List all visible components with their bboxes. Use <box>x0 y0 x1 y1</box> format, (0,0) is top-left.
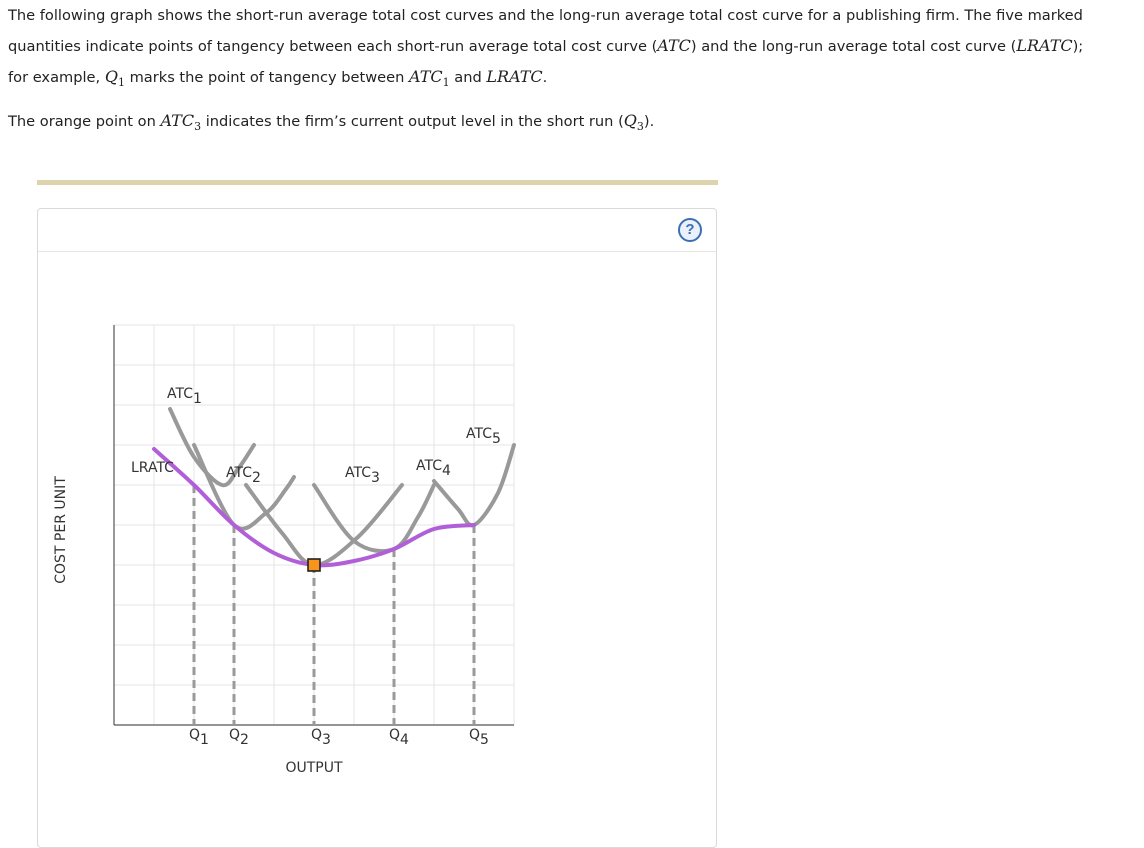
current-output-point <box>308 559 320 571</box>
x-axis-title: OUTPUT <box>285 760 343 776</box>
atc3-label: ATC3 <box>345 465 380 486</box>
x-tick-label-q4: Q4 <box>389 727 409 748</box>
atc4-label: ATC4 <box>416 458 451 479</box>
help-icon[interactable]: ? <box>678 218 702 242</box>
x-tick-label-q1: Q1 <box>189 727 209 748</box>
y-axis-title: COST PER UNIT <box>53 476 69 584</box>
current-output-paragraph: The orange point on $ATC_3$ indicates the firm’s current output level in the short run $(Q_3)$. <box>8 111 655 134</box>
atc2-label: ATC2 <box>226 465 261 486</box>
lratc-label: LRATC <box>131 460 174 476</box>
atc1-label: ATC1 <box>167 386 202 407</box>
x-tick-label-q5: Q5 <box>469 727 489 748</box>
x-tick-label-q3: Q3 <box>311 727 331 748</box>
atc-symbol: ATC <box>657 36 691 55</box>
x-tick-label-q2: Q2 <box>229 727 249 748</box>
atc5-label: ATC5 <box>466 426 501 447</box>
intro-paragraph: The following graph shows the short-run average total cost curves and the long-run average total cost curve for a publishing firm. The five marked quantities indicate points of tangency between each short-run average total cost curve (ATC) and the long-run average total cost curve (LRATC); for example, $Q_1$ marks the point of tangency between $ATC_1$ and LRATC. <box>8 7 1084 90</box>
lratc-symbol: LRATC <box>1016 36 1073 55</box>
